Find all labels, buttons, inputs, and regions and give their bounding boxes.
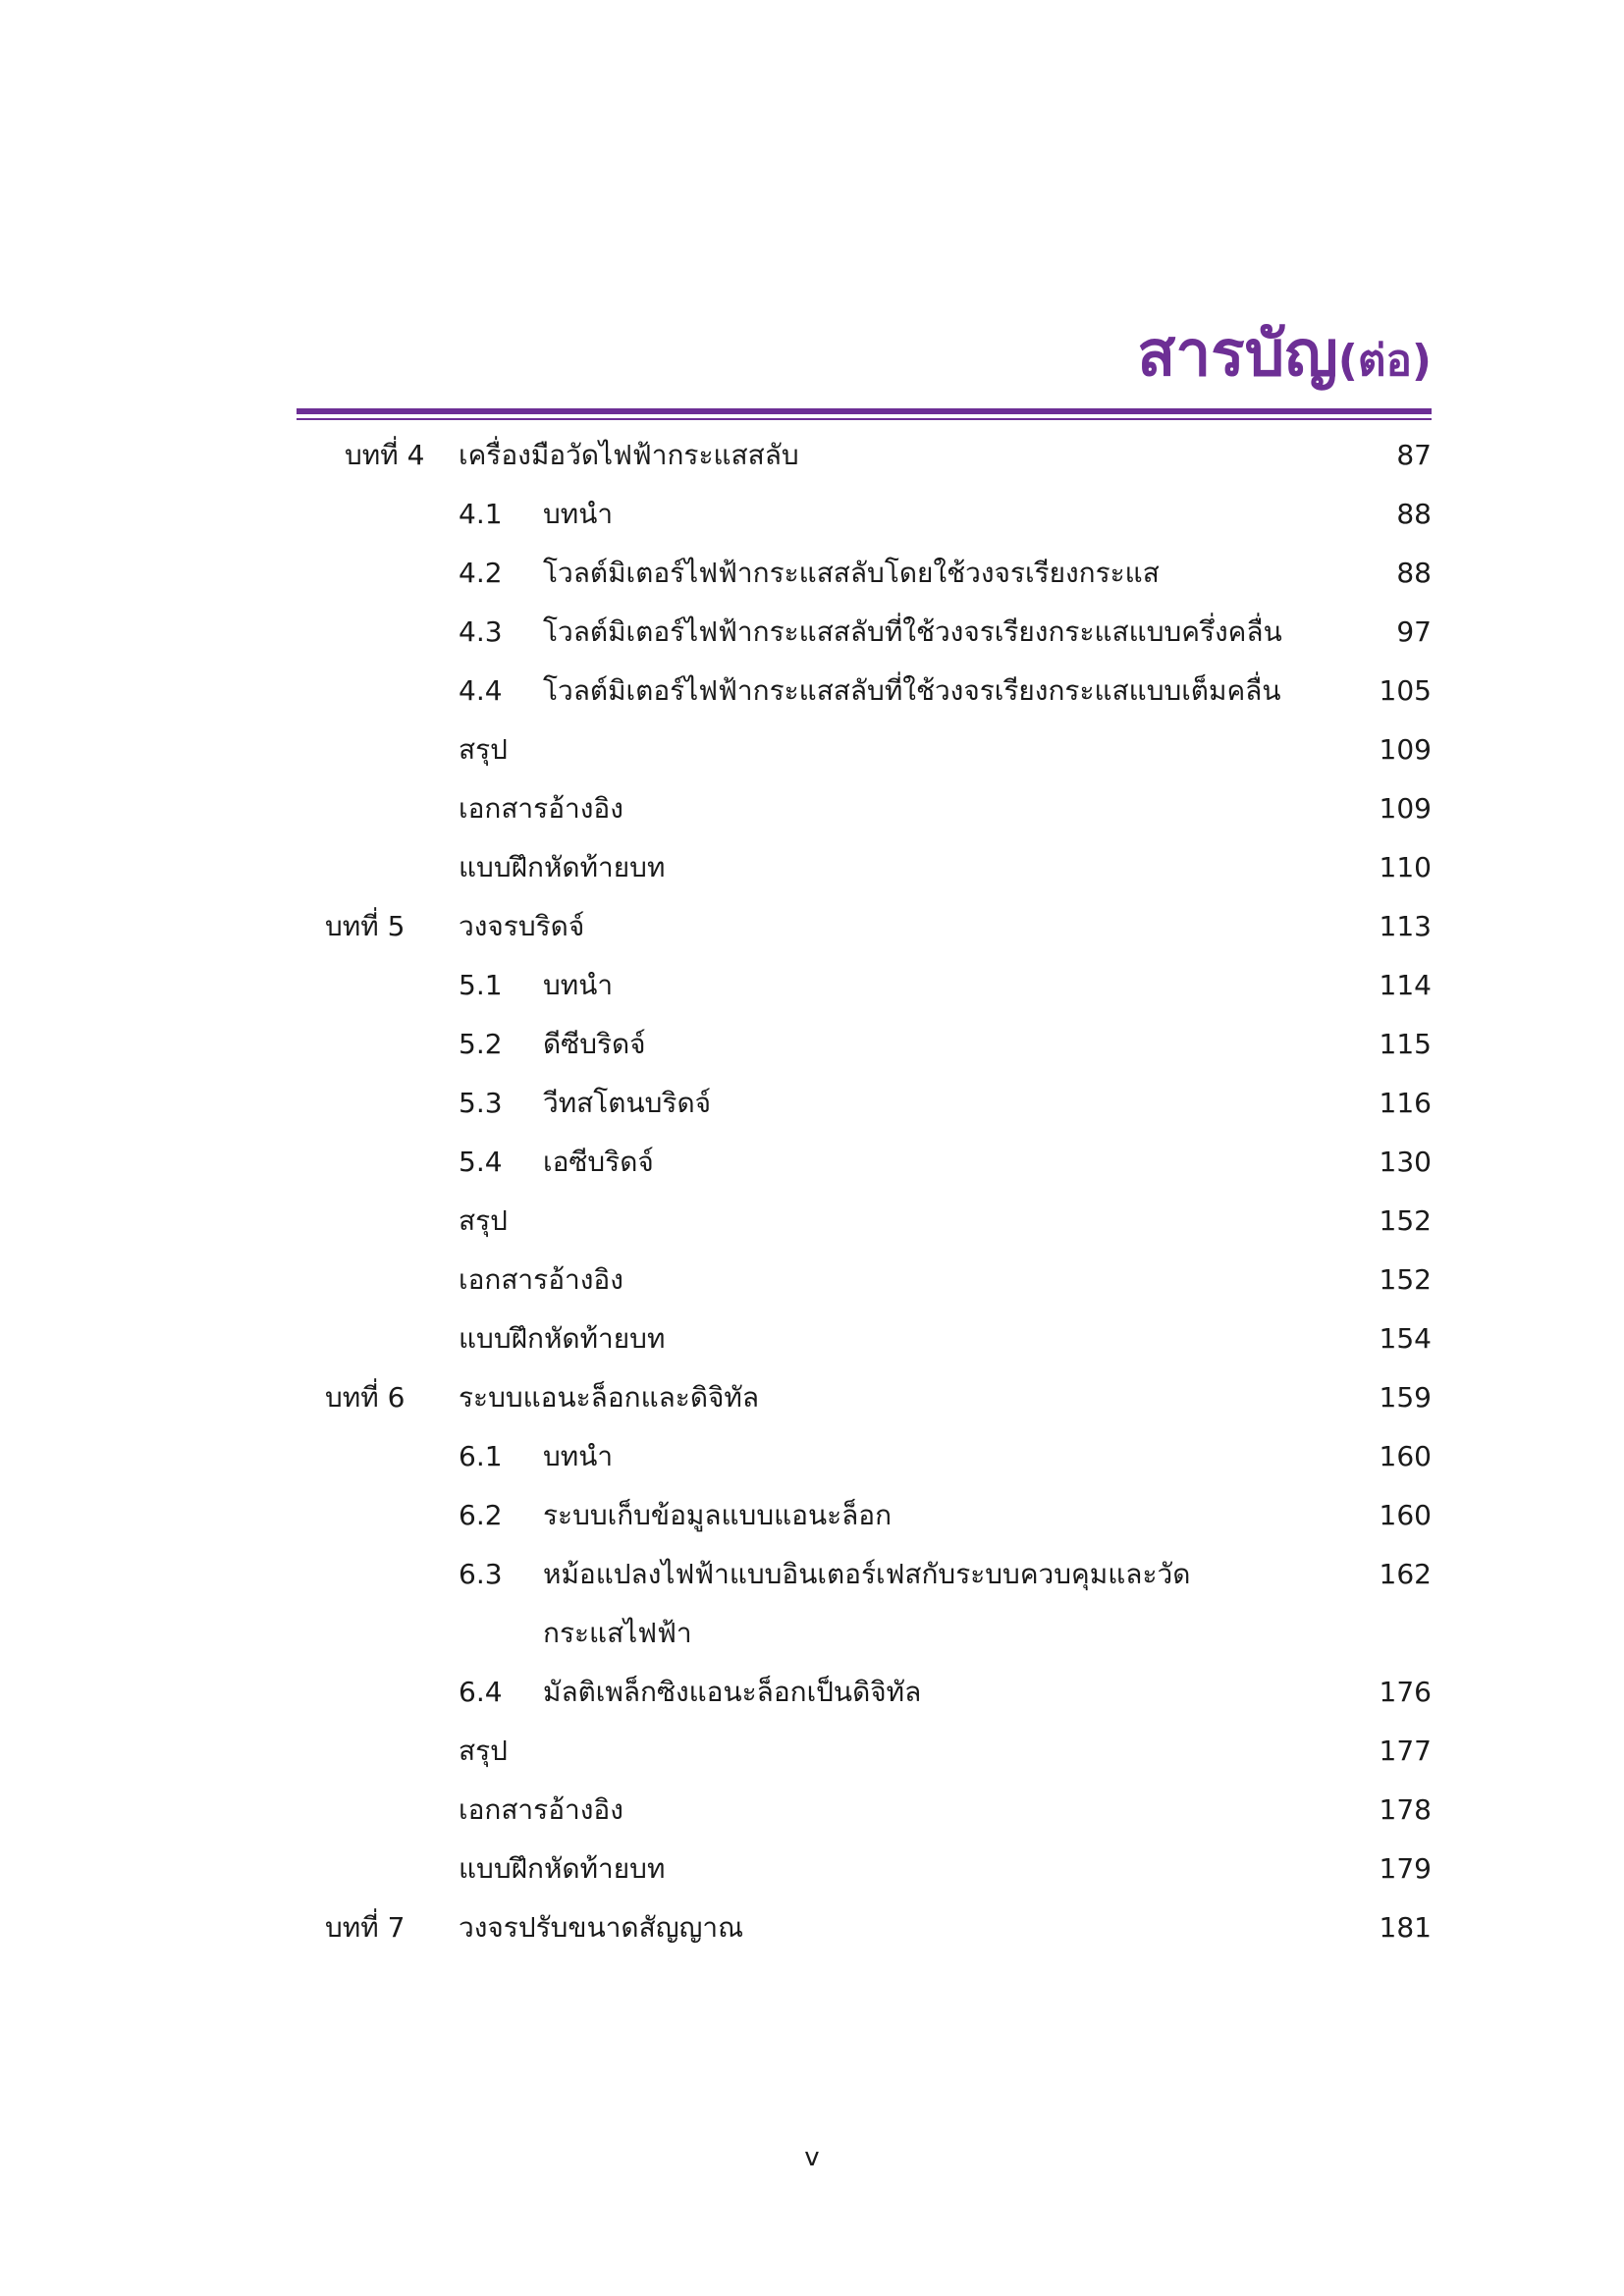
page-number: 88: [1396, 557, 1432, 589]
toc-section-6-4[interactable]: [0, 1673, 1624, 1712]
section-title: เอซีบริดจ์: [543, 1146, 654, 1178]
page-number: 176: [1379, 1676, 1432, 1708]
page-footer-number: v: [804, 2143, 820, 2172]
toc-exercises-4[interactable]: [0, 848, 1624, 887]
toc-exercises-6[interactable]: [0, 1849, 1624, 1889]
page-number: 97: [1396, 615, 1432, 648]
page-number: 87: [1396, 439, 1432, 471]
toc-chapter-6[interactable]: [0, 1378, 1624, 1417]
section-number: 5.4: [459, 1146, 503, 1178]
section-number: 5.2: [459, 1028, 503, 1060]
section-number: 5.3: [459, 1087, 503, 1119]
page-number: 115: [1379, 1028, 1432, 1060]
title-suffix: (ต่อ): [1337, 336, 1432, 386]
chapter-title: วงจรบริดจ์: [459, 910, 585, 942]
page-number: 114: [1379, 969, 1432, 1001]
page-number: 178: [1379, 1793, 1432, 1826]
page-number: 159: [1379, 1381, 1432, 1414]
chapter-title: ระบบแอนะล็อกและดิจิทัล: [459, 1381, 760, 1414]
toc-chapter-5[interactable]: [0, 907, 1624, 946]
chapter-title: วงจรปรับขนาดสัญญาณ: [459, 1911, 744, 1944]
page-number: 152: [1379, 1263, 1432, 1296]
section-number: 6.4: [459, 1676, 503, 1708]
toc-exercises-5[interactable]: [0, 1319, 1624, 1359]
section-title: ดีซีบริดจ์: [543, 1028, 646, 1060]
page-number: 179: [1379, 1852, 1432, 1885]
page-number: 116: [1379, 1087, 1432, 1119]
toc-summary-4[interactable]: [0, 730, 1624, 770]
toc-chapter-7[interactable]: [0, 1908, 1624, 1948]
section-number: 6.3: [459, 1558, 503, 1590]
toc-section-5-4[interactable]: [0, 1143, 1624, 1182]
page-number: 177: [1379, 1735, 1432, 1767]
entry-title: สรุป: [459, 733, 508, 766]
entry-title: สรุป: [459, 1204, 508, 1237]
entry-title: แบบฝึกหัดท้ายบท: [459, 1852, 666, 1885]
toc-section-4-3[interactable]: [0, 613, 1624, 652]
toc-section-6-1[interactable]: [0, 1437, 1624, 1476]
section-number: 4.3: [459, 615, 503, 648]
page-number: 160: [1379, 1499, 1432, 1531]
title-main: สารบัญ: [1137, 318, 1338, 391]
toc-chapter-4[interactable]: [0, 436, 1624, 475]
section-title: บทนำ: [543, 1440, 614, 1472]
page-number: 154: [1379, 1322, 1432, 1355]
toc-section-6-2[interactable]: [0, 1496, 1624, 1535]
page-number: 130: [1379, 1146, 1432, 1178]
entry-title: แบบฝึกหัดท้ายบท: [459, 1322, 666, 1355]
chapter-label: บทที่ 4: [345, 439, 425, 471]
page-number: 113: [1379, 910, 1432, 942]
toc-section-4-4[interactable]: [0, 671, 1624, 711]
section-title: วีทสโตนบริดจ์: [543, 1087, 712, 1119]
chapter-label: บทที่ 5: [325, 910, 406, 942]
section-title: โวลต์มิเตอร์ไฟฟ้ากระแสสลับที่ใช้วงจรเรียงกระแสแบบเต็มคลื่น: [543, 674, 1281, 707]
page-number: 109: [1379, 792, 1432, 825]
page-number: 88: [1396, 498, 1432, 530]
page-number: 181: [1379, 1911, 1432, 1944]
chapter-label: บทที่ 7: [325, 1911, 406, 1944]
toc-references-4[interactable]: [0, 789, 1624, 828]
entry-title: สรุป: [459, 1735, 508, 1767]
chapter-title: เครื่องมือวัดไฟฟ้ากระแสสลับ: [459, 439, 799, 471]
toc-section-6-3[interactable]: [0, 1555, 1624, 1594]
toc-section-5-2[interactable]: [0, 1025, 1624, 1064]
title-underline-thin: [297, 418, 1432, 420]
section-title: ระบบเก็บข้อมูลแบบแอนะล็อก: [543, 1499, 893, 1531]
page-number: 160: [1379, 1440, 1432, 1472]
toc-references-6[interactable]: [0, 1790, 1624, 1830]
entry-title: เอกสารอ้างอิง: [459, 792, 623, 825]
toc-section-4-2[interactable]: [0, 554, 1624, 593]
section-number: 4.4: [459, 674, 503, 707]
section-number: 4.1: [459, 498, 503, 530]
toc-section-5-3[interactable]: [0, 1084, 1624, 1123]
section-title: โวลต์มิเตอร์ไฟฟ้ากระแสสลับโดยใช้วงจรเรียงกระแส: [543, 557, 1160, 589]
section-number: 5.1: [459, 969, 503, 1001]
entry-title: แบบฝึกหัดท้ายบท: [459, 851, 666, 883]
section-title: บทนำ: [543, 969, 614, 1001]
title-underline-thick: [297, 408, 1432, 414]
page-number: 110: [1379, 851, 1432, 883]
section-title: มัลติเพล็กซิงแอนะล็อกเป็นดิจิทัล: [543, 1676, 922, 1708]
toc-summary-6[interactable]: [0, 1732, 1624, 1771]
section-number: 6.2: [459, 1499, 503, 1531]
page-title: [1137, 316, 1432, 400]
entry-title: เอกสารอ้างอิง: [459, 1793, 623, 1826]
section-title-continued: กระแสไฟฟ้า: [543, 1617, 692, 1649]
section-title: หม้อแปลงไฟฟ้าแบบอินเตอร์เฟสกับระบบควบคุมและวัด: [543, 1558, 1191, 1590]
toc-section-4-1[interactable]: [0, 495, 1624, 534]
page-number: 162: [1379, 1558, 1432, 1590]
chapter-label: บทที่ 6: [325, 1381, 406, 1414]
toc-section-5-1[interactable]: [0, 966, 1624, 1005]
section-title: บทนำ: [543, 498, 614, 530]
entry-title: เอกสารอ้างอิง: [459, 1263, 623, 1296]
page-number: 109: [1379, 733, 1432, 766]
toc-summary-5[interactable]: [0, 1201, 1624, 1241]
section-title: โวลต์มิเตอร์ไฟฟ้ากระแสสลับที่ใช้วงจรเรียงกระแสแบบครึ่งคลื่น: [543, 615, 1282, 648]
section-number: 4.2: [459, 557, 503, 589]
toc-references-5[interactable]: [0, 1260, 1624, 1300]
toc-section-6-3-continued: [0, 1614, 1624, 1653]
page-number: 105: [1379, 674, 1432, 707]
section-number: 6.1: [459, 1440, 503, 1472]
page-number: 152: [1379, 1204, 1432, 1237]
